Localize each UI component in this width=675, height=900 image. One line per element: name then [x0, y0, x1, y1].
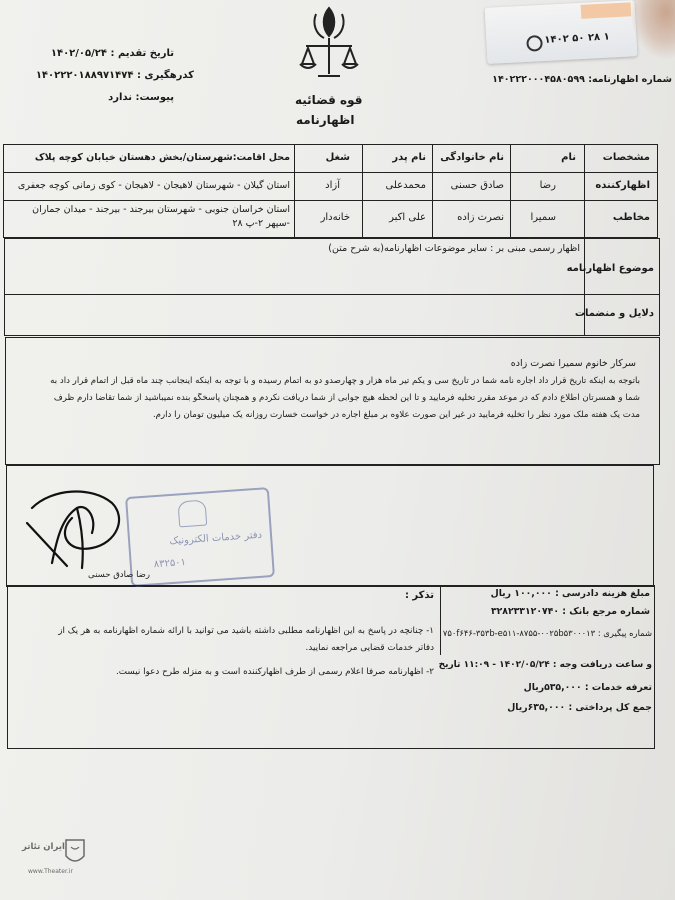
fee-services: تعرفه خدمات : ۵۳۵,۰۰۰ریال	[523, 682, 652, 693]
body-line-2: شما و همسرتان اطلاع دادم که در موعد مقرر تخلیه فرمایید و تا این لحظه هیچ جوابی از شما دریافت نکردم و همچنان پاسخگو بنده نمیباشید از شما تقاضا دارم ظرف	[53, 393, 640, 403]
stamp-line-2: ۸۳۲۵۰۱	[153, 557, 187, 571]
row2-address: استان خراسان جنوبی - شهرستان بیرجند - بیرجند - میدان جماران -سپهر ۲-پ ۲۸	[32, 204, 290, 229]
row2-role: مخاطب	[612, 212, 650, 223]
row2-name: سمیرا	[530, 212, 556, 223]
note-2: ۲- اظهارنامه صرفا اعلام رسمی از طرف اظهارکننده است و به منزله طرح دعوا نیست.	[115, 667, 434, 677]
doc-type-title: اظهارنامه	[296, 113, 355, 127]
col-header-job: شغل	[325, 152, 350, 163]
note-1-cont: دفاتر خدمات قضایی مراجعه نمایید.	[305, 643, 434, 653]
row1-family: صادق حسنی	[450, 180, 504, 191]
row1-address: استان گیلان - شهرستان لاهیجان - لاهیجان - کوی زمانی کوچه جعفری	[17, 180, 290, 191]
attachment-info: پیوست: ندارد	[108, 92, 174, 103]
body-line-1: باتوجه به اینکه تاریخ قرار داد اجاره نامه شما در تاریخ سی و یکم تیر ماه هزار و چهارصدو دو به اتمام رسیده و با توجه به اینکه اینجانب چند ماه قبل از اتمام قرار داد به	[50, 376, 640, 386]
subject-value: اظهار رسمی مبنی بر : سایر موضوعات اظهارنامه(به شرح متن)	[328, 243, 580, 254]
tracking-code: کدرهگیری : ۱۴۰۲۲۲۰۱۸۸۹۷۱۴۷۴	[35, 70, 194, 81]
sticker-logo-icon	[526, 35, 543, 52]
row1-father: محمدعلی	[385, 180, 426, 191]
sticker-stripe	[581, 2, 632, 19]
col-header-father: نام پدر	[392, 152, 426, 163]
row1-name: رضا	[539, 180, 556, 191]
subject-label: موضوع اظهارنامه	[566, 263, 654, 274]
row2-job: خانه‌دار	[320, 212, 350, 223]
sticker-text: ۱۴۰۲ ۵۰ ۲۸ ۱	[544, 31, 611, 46]
serial-number: شماره اظهارنامه: ۱۴۰۲۲۲۰۰۰۴۵۸۰۵۹۹	[492, 74, 672, 85]
notes-title: تذکر :	[404, 590, 434, 601]
fee-receipt-time: و ساعت دریافت وجه : ۱۴۰۲/۰۵/۲۴ - ۱۱:۰۹ تاریخ	[438, 660, 652, 670]
fee-bank-ref: شماره مرجع بانک : ۳۲۸۲۳۳۱۲۰۷۴۰	[490, 606, 650, 617]
body-line-3: مدت یک هفته ملک مورد نظر را تخلیه فرمایید در غیر این صورت علاوه بر مبلغ اجاره در خواست خسارت روزانه یک میلیون تومان را دارم.	[152, 410, 640, 420]
signer-name: رضا صادق حسنی	[88, 570, 150, 580]
submit-date: تاریخ تقدیم : ۱۴۰۲/۰۵/۲۴	[50, 48, 174, 59]
col-header-address: محل اقامت:شهرستان/بخش دهستان خیابان کوچه پلاک	[34, 152, 290, 163]
theater-logo-icon	[62, 838, 88, 866]
row1-role: اظهارکننده	[595, 180, 650, 191]
col-header-spec: مشخصات	[602, 152, 650, 163]
row2-father: علی اکبر	[389, 212, 426, 223]
note-1: ۱- چنانچه در پاسخ به این اظهارنامه مطلبی داشته باشید می توانید با ارائه شماره اظهارنامه به هر یک از	[58, 626, 434, 636]
row2-family: نصرت زاده	[457, 212, 504, 223]
org-title: قوه قضائیه	[295, 93, 363, 107]
evidence-label: دلایل و منضمات	[574, 308, 654, 319]
watermark-url: www.Theater.ir	[28, 868, 73, 875]
fee-tracking: شماره پیگیری : ۷۵۰f۶۴۶-۳۵۳b-e۵۱۱-۸۷۵۵-۰۰۲۵b۵۳۰۰۰۱۳	[442, 628, 652, 638]
body-salutation: سرکار خانوم سمیرا نصرت زاده	[510, 358, 636, 369]
handwritten-signature	[22, 478, 132, 573]
fee-total: جمع کل پرداختی : ۶۳۵,۰۰۰ریال	[507, 702, 652, 713]
finger-shadow	[630, 0, 675, 60]
row1-job: آزاد	[325, 180, 340, 191]
fee-court: مبلغ هزینه دادرسی : ۱۰۰,۰۰۰ ریال	[490, 588, 650, 599]
stamp-emblem-icon	[177, 500, 207, 528]
col-header-family: نام خانوادگی	[440, 152, 504, 163]
barcode-sticker	[485, 0, 638, 64]
iran-emblem-icon	[294, 2, 364, 82]
col-header-name: نام	[561, 152, 576, 163]
stamp-line-1: دفتر خدمات الکترونیک	[169, 529, 263, 548]
watermark-text: ایران تئاتر	[22, 842, 65, 852]
